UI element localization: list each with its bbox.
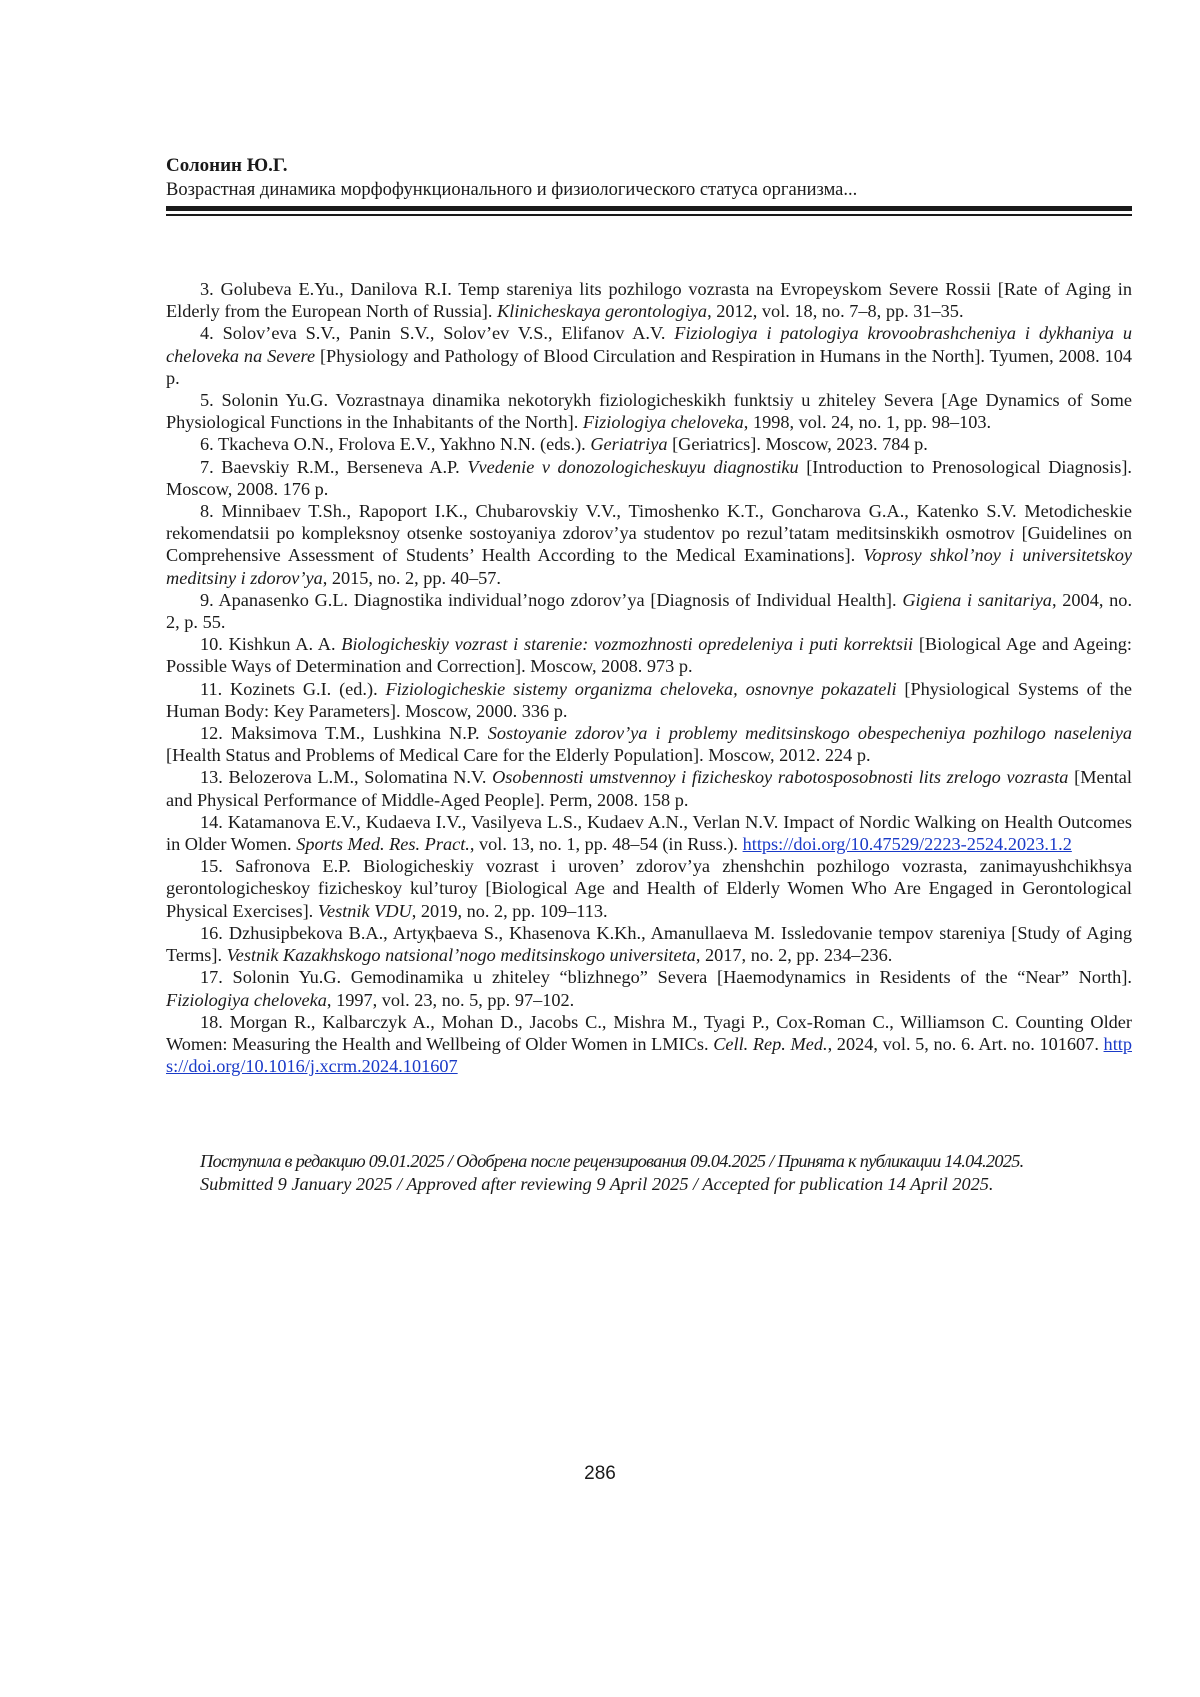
reference-text: Golubeva E.Yu., Danilova R.I. Temp stareniya lits pozhilogo vozrasta na Evropeyskom Severe Rossii [Rate of Aging in Elderly from the European North of Russia]. — [166, 279, 1132, 321]
reference-item — [166, 633, 1132, 677]
reference-source: Sostoyanie zdorov’ya i problemy meditsinskogo obespecheniya pozhilogo naseleniya — [488, 723, 1132, 743]
reference-number: 4. — [200, 323, 214, 343]
reference-details: [Physiological Systems of the Human Body: Key Parameters]. Moscow, 2000. 336 p. — [166, 679, 1132, 721]
reference-item — [166, 811, 1132, 855]
reference-details: , 2015, no. 2, pp. 40–57. — [323, 568, 501, 588]
reference-text: Solonin Yu.G. Vozrastnaya dinamika nekotorykh fiziologicheskikh funktsiy u zhiteley Severa [Age Dynamics of Some Physiological Functions in the Inhabitants of the North]. — [166, 390, 1132, 432]
reference-text: Kishkun A. A. — [229, 634, 336, 654]
reference-source: Fiziologiya cheloveka — [583, 412, 744, 432]
reference-details: , 2019, no. 2, pp. 109–113. — [412, 901, 608, 921]
reference-details: [Biological Age and Ageing: Possible Ways of Determination and Correction]. Moscow, 2008. 973 p. — [166, 634, 1132, 676]
header-rule-thin — [166, 214, 1132, 216]
reference-source: Cell. Rep. Med. — [713, 1034, 827, 1054]
doi-link[interactable]: https://doi.org/10.47529/2223-2524.2023.1.2 — [743, 834, 1072, 854]
reference-source: Gigiena i sanitariya — [902, 590, 1052, 610]
reference-source: Biologicheskiy vozrast i starenie: vozmozhnosti opredeleniya i puti korrektsii — [341, 634, 913, 654]
header-author: Солонин Ю.Г. — [166, 154, 1132, 178]
reference-number: 14. — [200, 812, 223, 832]
reference-number: 10. — [200, 634, 223, 654]
reference-number: 13. — [200, 767, 223, 787]
reference-item — [166, 766, 1132, 810]
reference-details: , 1998, vol. 24, no. 1, pp. 98–103. — [744, 412, 991, 432]
reference-text: Apanasenko G.L. Diagnostika individual’nogo zdorov’ya [Diagnosis of Individual Health]. — [218, 590, 896, 610]
reference-number: 18. — [200, 1012, 223, 1032]
reference-item — [166, 966, 1132, 1010]
reference-source: Osobennosti umstvennoy i fizicheskoy rabotosposobnosti lits zrelogo vozrasta — [492, 767, 1068, 787]
reference-item — [166, 855, 1132, 922]
reference-details: [Health Status and Problems of Medical Care for the Elderly Population]. Moscow, 2012. 224 p. — [166, 745, 871, 765]
reference-item — [166, 500, 1132, 589]
reference-source: Vvedenie v donozologicheskuyu diagnostiku — [467, 457, 798, 477]
reference-details: , 2012, vol. 18, no. 7–8, pp. 31–35. — [707, 301, 963, 321]
reference-number: 8. — [200, 501, 214, 521]
reference-details: [Mental and Physical Performance of Middle-Aged People]. Perm, 2008. 158 p. — [166, 767, 1132, 809]
reference-item — [166, 433, 1132, 455]
reference-source: Sports Med. Res. Pract. — [296, 834, 470, 854]
submission-dates — [200, 1150, 1132, 1196]
reference-text: Belozerova L.M., Solomatina N.V. — [229, 767, 487, 787]
reference-text: Katamanova E.V., Kudaeva I.V., Vasilyeva L.S., Kudaev A.N., Verlan N.V. Impact of Nordic Walking on Health Outcomes in Older Women. — [166, 812, 1132, 854]
reference-text: Safronova E.P. Biologicheskiy vozrast i uroven’ zdorov’ya zhenshchin pozhilogo vozrasta, zanimayushchikhsya gerontologicheskoy fizicheskoy kul’turoy [Biological Age and Health of Elderly Women Who Are Engaged in Gerontological Physical Exercises]. — [166, 856, 1132, 920]
reference-details: [Introduction to Prenosological Diagnosis]. Moscow, 2008. 176 p. — [166, 457, 1132, 499]
reference-details: , 1997, vol. 23, no. 5, pp. 97–102. — [327, 990, 574, 1010]
reference-number: 16. — [200, 923, 223, 943]
reference-details: , 2024, vol. 5, no. 6. Art. no. 101607. — [828, 1034, 1099, 1054]
reference-item — [166, 922, 1132, 966]
reference-source: Vestnik VDU — [318, 901, 412, 921]
reference-number: 7. — [200, 457, 214, 477]
header-rule-thick — [166, 206, 1132, 211]
reference-details: [Physiology and Pathology of Blood Circulation and Respiration in Humans in the North]. Tyumen, 2008. 104 p. — [166, 346, 1132, 388]
reference-text: Tkacheva O.N., Frolova E.V., Yakhno N.N. (eds.). — [218, 434, 586, 454]
reference-text: Dzhusipbekova B.A., Artyқbaeva S., Khasenova K.Kh., Amanullaeva M. Issledovanie tempov stareniya [Study of Aging Terms]. — [166, 923, 1132, 965]
header-article-title: Возрастная динамика морфофункционального и физиологического статуса организма... — [166, 178, 1132, 203]
reference-number: 5. — [200, 390, 214, 410]
reference-number: 9. — [200, 590, 214, 610]
reference-number: 17. — [200, 967, 223, 987]
reference-item — [166, 722, 1132, 766]
reference-text: Minnibaev T.Sh., Rapoport I.K., Chubarovskiy V.V., Timoshenko K.T., Goncharova G.A., Katenko S.V. Metodicheskie rekomendatsii po kompleksnoy otsenke sostoyaniya zdorov’ya studentov po rezul’tatam meditsinskikh osmotrov [Guidelines on Comprehensive Assessment of Students’ Health According to the Medical Examinations]. — [166, 501, 1132, 565]
running-header — [166, 154, 1132, 203]
reference-item — [166, 1011, 1132, 1078]
reference-number: 3. — [200, 279, 214, 299]
reference-text: Morgan R., Kalbarczyk A., Mohan D., Jacobs C., Mishra M., Tyagi P., Cox-Roman C., Williamson C. Counting Older Women: Measuring the Health and Wellbeing of Older Women in LMICs. — [166, 1012, 1132, 1054]
reference-text: Kozinets G.I. (ed.). — [230, 679, 378, 699]
reference-details: , vol. 13, no. 1, pp. 48–54 (in Russ.). — [470, 834, 738, 854]
reference-number: 12. — [200, 723, 223, 743]
reference-details: , 2004, no. 2, p. 55. — [166, 590, 1132, 632]
reference-item — [166, 322, 1132, 389]
reference-source: Klinicheskaya gerontologiya — [497, 301, 707, 321]
reference-number: 6. — [200, 434, 214, 454]
reference-details: , 2017, no. 2, pp. 234–236. — [696, 945, 893, 965]
reference-item — [166, 278, 1132, 322]
dates-russian: Поступила в редакцию 09.01.2025 / Одобрена после рецензирования 09.04.2025 / Принята к публикации 14.04.2025. — [200, 1150, 1132, 1173]
dates-english: Submitted 9 January 2025 / Approved after reviewing 9 April 2025 / Accepted for publication 14 April 2025. — [200, 1173, 1132, 1196]
reference-list — [166, 278, 1132, 1077]
reference-source: Fiziologicheskie sistemy organizma cheloveka, osnovnye pokazateli — [385, 679, 896, 699]
reference-text: Solov’eva S.V., Panin S.V., Solov’ev V.S., Elifanov A.V. — [223, 323, 666, 343]
reference-item — [166, 589, 1132, 633]
reference-source: Geriatriya — [590, 434, 667, 454]
reference-text: Baevskiy R.M., Berseneva A.P. — [221, 457, 459, 477]
doi-link[interactable]: https://doi.org/10.1016/j.xcrm.2024.101607 — [166, 1034, 1132, 1076]
page-number: 286 — [0, 1463, 1200, 1485]
reference-item — [166, 678, 1132, 722]
reference-item — [166, 389, 1132, 433]
reference-text: Maksimova T.M., Lushkina N.P. — [231, 723, 480, 743]
reference-number: 11. — [200, 679, 222, 699]
reference-source: Fiziologiya cheloveka — [166, 990, 327, 1010]
reference-details: [Geriatrics]. Moscow, 2023. 784 p. — [668, 434, 928, 454]
reference-number: 15. — [200, 856, 223, 876]
reference-source: Voprosy shkol’noy i universitetskoy meditsiny i zdorov’ya — [166, 545, 1132, 587]
reference-source: Fiziologiya i patologiya krovoobrashcheniya i dykhaniya u cheloveka na Severe — [166, 323, 1132, 365]
reference-source: Vestnik Kazakhskogo natsional’nogo meditsinskogo universiteta — [227, 945, 696, 965]
reference-item — [166, 456, 1132, 500]
reference-text: Solonin Yu.G. Gemodinamika u zhiteley “blizhnego” Severa [Haemodynamics in Residents of the “Near” North]. — [233, 967, 1132, 987]
